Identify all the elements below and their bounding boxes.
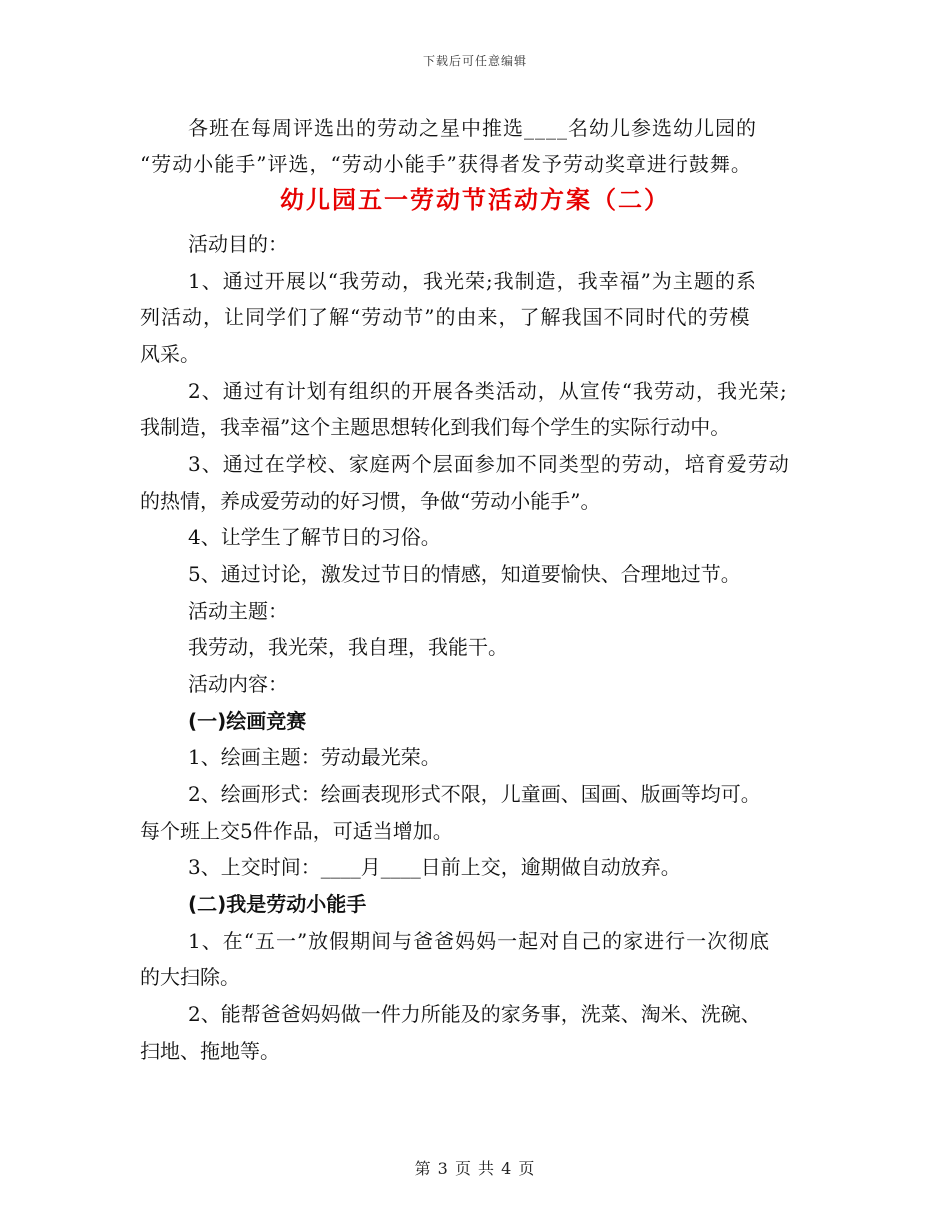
body-line: 风采。 — [140, 342, 200, 366]
body-line: 每个班上交5件作品，可适当增加。 — [140, 819, 453, 843]
body-line: 2、能帮爸爸妈妈做一件力所能及的家务事，洗菜、淘米、洗碗、 — [188, 1002, 761, 1026]
body-line: 3、通过在学校、家庭两个层面参加不同类型的劳动，培育爱劳动 — [188, 452, 790, 476]
body-line: 2、通过有计划有组织的开展各类活动，从宣传“我劳动，我光荣; — [188, 379, 788, 403]
body-line: 活动内容： — [188, 672, 288, 696]
body-line: 活动目的： — [188, 232, 288, 256]
body-line: 2、绘画形式：绘画表现形式不限，儿童画、国画、版画等均可。 — [188, 782, 761, 806]
body-line: 1、通过开展以“我劳动，我光荣;我制造，我幸福”为主题的系 — [188, 269, 757, 293]
body-line: 各班在每周评选出的劳动之星中推选____名幼儿参选幼儿园的 — [188, 116, 757, 140]
subheading: (一)绘画竞赛 — [188, 709, 307, 733]
body-line: 我制造，我幸福”这个主题思想转化到我们每个学生的实际行动中。 — [140, 415, 731, 439]
body-line: 扫地、拖地等。 — [140, 1039, 280, 1063]
body-line: 1、绘画主题：劳动最光荣。 — [188, 745, 441, 769]
body-line: 5、通过讨论，激发过节日的情感，知道要愉快、合理地过节。 — [188, 562, 741, 586]
body-line: 的大扫除。 — [140, 965, 240, 989]
body-line: “劳动小能手”评选，“劳动小能手”获得者发予劳动奖章进行鼓舞。 — [140, 152, 752, 176]
body-line: 活动主题： — [188, 599, 288, 623]
section-title: 幼儿园五一劳动节活动方案（二） — [280, 186, 670, 214]
body-line: 4、让学生了解节日的习俗。 — [188, 525, 441, 549]
page-header-note: 下载后可任意编辑 — [422, 54, 527, 68]
body-line: 列活动，让同学们了解“劳动节”的由来，了解我国不同时代的劳模 — [140, 305, 751, 329]
body-line: 我劳动，我光荣，我自理，我能干。 — [188, 635, 508, 659]
body-line: 3、上交时间：____月____日前上交，逾期做自动放弃。 — [188, 855, 681, 879]
body-line: 1、在“五一”放假期间与爸爸妈妈一起对自己的家进行一次彻底 — [188, 929, 771, 953]
subheading: (二)我是劳动小能手 — [188, 892, 367, 916]
page-number: 第 3 页 共 4 页 — [414, 1159, 536, 1178]
body-line: 的热情，养成爱劳动的好习惯，争做“劳动小能手”。 — [140, 489, 601, 513]
